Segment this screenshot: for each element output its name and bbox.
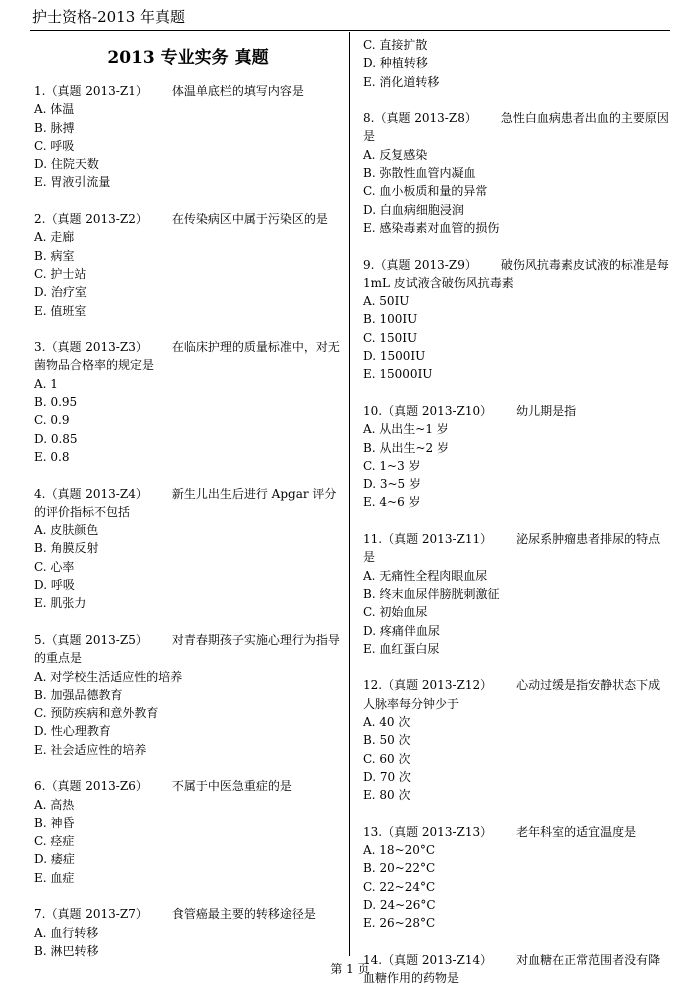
- question-number: 6.: [34, 779, 46, 794]
- answer-option: A. 50IU: [363, 294, 410, 309]
- question-number: 7.: [34, 907, 46, 922]
- answer-option: B. 0.95: [34, 395, 78, 410]
- question-number: 8.: [363, 111, 375, 126]
- question-text: 对血糖在正常范围者没有降血糖作用的药物是: [363, 952, 661, 986]
- question-item: [34, 777, 342, 887]
- question-source: （真题 2013-Z3）: [45, 340, 148, 355]
- question-item: [363, 256, 671, 384]
- answer-option: D. 性心理教育: [34, 724, 111, 739]
- answer-option: E. 26~28°C: [363, 916, 436, 931]
- answer-option: A. 皮肤颜色: [34, 523, 99, 538]
- question-number: 4.: [34, 486, 46, 501]
- question-stem: [363, 823, 671, 841]
- question-number: 1.: [34, 84, 46, 98]
- question-stem: [34, 210, 342, 228]
- answer-option: B. 终末血尿伴膀胱刺激征: [363, 586, 500, 601]
- question-text: 泌尿系肿瘤患者排尿的特点是: [363, 532, 661, 565]
- question-source: （真题 2013-Z11）: [382, 532, 493, 547]
- question-number: 3.: [34, 340, 46, 355]
- question-item: [34, 631, 342, 759]
- answer-option: C. 直接扩散: [363, 38, 428, 52]
- answer-option: B. 神昏: [34, 815, 75, 830]
- answer-option: C. 护士站: [34, 266, 87, 281]
- answer-option: E. 4~6 岁: [363, 495, 421, 510]
- question-stem: [363, 530, 671, 567]
- answer-option: B. 加强品德教育: [34, 687, 123, 702]
- answer-option: D. 住院天数: [34, 157, 99, 172]
- question-text: 破伤风抗毒素皮试液的标准是每 1mL 皮试液含破伤风抗毒素: [363, 257, 669, 290]
- answer-option: E. 血红蛋白尿: [363, 641, 440, 656]
- answer-option: A. 从出生~1 岁: [363, 422, 449, 437]
- question-text: 急性白血病患者出血的主要原因是: [363, 111, 669, 144]
- question-source: （真题 2013-Z4）: [45, 486, 148, 501]
- question-text: 新生儿出生后进行 Apgar 评分的评价指标不包括: [34, 486, 337, 519]
- answer-option: C. 血小板质和量的异常: [363, 184, 488, 199]
- column-divider: [349, 32, 350, 956]
- answer-option: C. 22~24°C: [363, 879, 436, 894]
- question-stem: [34, 338, 342, 375]
- question-item: [363, 402, 671, 512]
- answer-option: B. 脉搏: [34, 120, 75, 135]
- question-source: （真题 2013-Z13）: [382, 824, 493, 839]
- answer-option: E. 感染毒素对血管的损伤: [363, 220, 500, 235]
- question-item: [363, 109, 671, 237]
- answer-option: D. 70 次: [363, 769, 411, 784]
- question-text: 不属于中医急重症的是: [171, 779, 292, 794]
- answer-option: D. 疼痛伴血尿: [363, 623, 440, 638]
- answer-option: B. 角膜反射: [34, 541, 99, 556]
- question-item: [34, 905, 342, 960]
- answer-option: A. 血行转移: [34, 925, 99, 940]
- answer-option: A. 对学校生活适应性的培养: [34, 669, 183, 684]
- answer-option: D. 种植转移: [363, 56, 428, 71]
- question-item: [363, 530, 671, 658]
- right-column: [363, 36, 671, 1006]
- answer-option: B. 淋巴转移: [34, 943, 99, 958]
- question-source: （真题 2013-Z8）: [374, 111, 477, 126]
- question-source: （真题 2013-Z1）: [45, 84, 148, 98]
- page-title: 2013 专业实务 真题: [107, 48, 269, 68]
- answer-option: B. 弥散性血管内凝血: [363, 166, 476, 181]
- question-item: [34, 210, 342, 320]
- question-stem: [34, 777, 342, 795]
- question-stem: [34, 631, 342, 668]
- question-stem: [363, 676, 671, 713]
- question-text: 食管癌最主要的转移途径是: [171, 907, 316, 922]
- answer-option: B. 从出生~2 岁: [363, 440, 449, 455]
- answer-option: A. 高热: [34, 797, 75, 812]
- answer-option: E. 血症: [34, 870, 75, 885]
- question-source: （真题 2013-Z10）: [382, 403, 493, 418]
- question-source: （真题 2013-Z5）: [45, 632, 148, 647]
- question-stem: [34, 905, 342, 923]
- answer-option: E. 15000IU: [363, 367, 433, 382]
- question-item: [363, 823, 671, 933]
- question-text: 老年科室的适宜温度是: [516, 824, 637, 839]
- question-source: （真题 2013-Z7）: [45, 907, 148, 922]
- question-source: （真题 2013-Z2）: [45, 212, 148, 227]
- answer-option: D. 3~5 岁: [363, 477, 421, 492]
- question-source: （真题 2013-Z12）: [382, 678, 493, 693]
- page-number: 第 1 页: [330, 962, 370, 976]
- answer-option: C. 60 次: [363, 751, 411, 766]
- answer-option: C. 0.9: [34, 413, 70, 428]
- question-stem: [363, 109, 671, 146]
- answer-option: E. 肌张力: [34, 596, 87, 611]
- answer-option: E. 值班室: [34, 303, 87, 318]
- answer-option: D. 痿症: [34, 852, 75, 867]
- running-header: 护士资格-2013 年真题: [32, 8, 186, 26]
- continued-options: [363, 36, 671, 91]
- answer-option: C. 150IU: [363, 330, 418, 345]
- answer-option: B. 100IU: [363, 312, 418, 327]
- question-number: 14.: [363, 952, 383, 967]
- question-number: 12.: [363, 678, 383, 693]
- answer-option: C. 初始血尿: [363, 605, 428, 620]
- answer-option: B. 20~22°C: [363, 861, 436, 876]
- question-text: 在传染病区中属于污染区的是: [171, 212, 328, 227]
- header-rule: [30, 30, 670, 31]
- answer-option: A. 18~20°C: [363, 843, 436, 858]
- question-text: 在临床护理的质量标准中，对无菌物品合格率的规定是: [34, 340, 340, 373]
- answer-option: E. 0.8: [34, 449, 70, 464]
- question-number: 2.: [34, 212, 46, 227]
- answer-option: A. 体温: [34, 102, 75, 117]
- answer-option: E. 消化道转移: [363, 74, 440, 89]
- answer-option: A. 1: [34, 376, 58, 391]
- question-stem: [34, 485, 342, 522]
- answer-option: C. 心率: [34, 559, 75, 574]
- answer-option: C. 痉症: [34, 834, 75, 849]
- question-item: [363, 676, 671, 804]
- question-item: [34, 485, 342, 613]
- answer-option: D. 0.85: [34, 431, 78, 446]
- answer-option: C. 呼吸: [34, 138, 75, 153]
- answer-option: A. 40 次: [363, 714, 411, 729]
- answer-option: A. 反复感染: [363, 147, 428, 162]
- answer-option: D. 1500IU: [363, 349, 426, 364]
- question-source: （真题 2013-Z14）: [382, 952, 493, 967]
- question-text: 心动过缓是指安静状态下成人脉率每分钟少于: [363, 678, 661, 711]
- question-stem: [34, 82, 342, 100]
- right-question-list: [363, 109, 671, 987]
- question-number: 5.: [34, 632, 46, 647]
- question-number: 9.: [363, 257, 375, 272]
- answer-option: D. 治疗室: [34, 285, 87, 300]
- answer-option: A. 无痛性全程肉眼血尿: [363, 568, 488, 583]
- question-text: 对青春期孩子实施心理行为指导的重点是: [34, 632, 340, 666]
- question-source: （真题 2013-Z6）: [45, 779, 148, 794]
- left-question-list: [34, 82, 342, 960]
- left-column: [34, 36, 342, 979]
- answer-option: D. 24~26°C: [363, 897, 436, 912]
- question-text: 体温单底栏的填写内容是: [171, 84, 304, 98]
- question-source: （真题 2013-Z9）: [374, 257, 477, 272]
- answer-option: D. 白血病细胞浸润: [363, 202, 464, 217]
- answer-option: B. 50 次: [363, 733, 411, 748]
- question-stem: [363, 256, 671, 293]
- answer-option: C. 1~3 岁: [363, 458, 421, 473]
- question-number: 10.: [363, 403, 383, 418]
- answer-option: B. 病室: [34, 248, 75, 263]
- answer-option: E. 胃液引流量: [34, 175, 111, 190]
- answer-option: C. 预防疾病和意外教育: [34, 706, 159, 721]
- answer-option: E. 80 次: [363, 788, 411, 803]
- question-number: 13.: [363, 824, 383, 839]
- answer-option: E. 社会适应性的培养: [34, 742, 147, 757]
- answer-option: D. 呼吸: [34, 578, 75, 593]
- question-text: 幼儿期是指: [516, 403, 577, 418]
- question-item: [34, 338, 342, 466]
- question-number: 11.: [363, 532, 383, 547]
- answer-option: A. 走廊: [34, 230, 75, 245]
- question-item: [34, 82, 342, 192]
- question-stem: [363, 402, 671, 420]
